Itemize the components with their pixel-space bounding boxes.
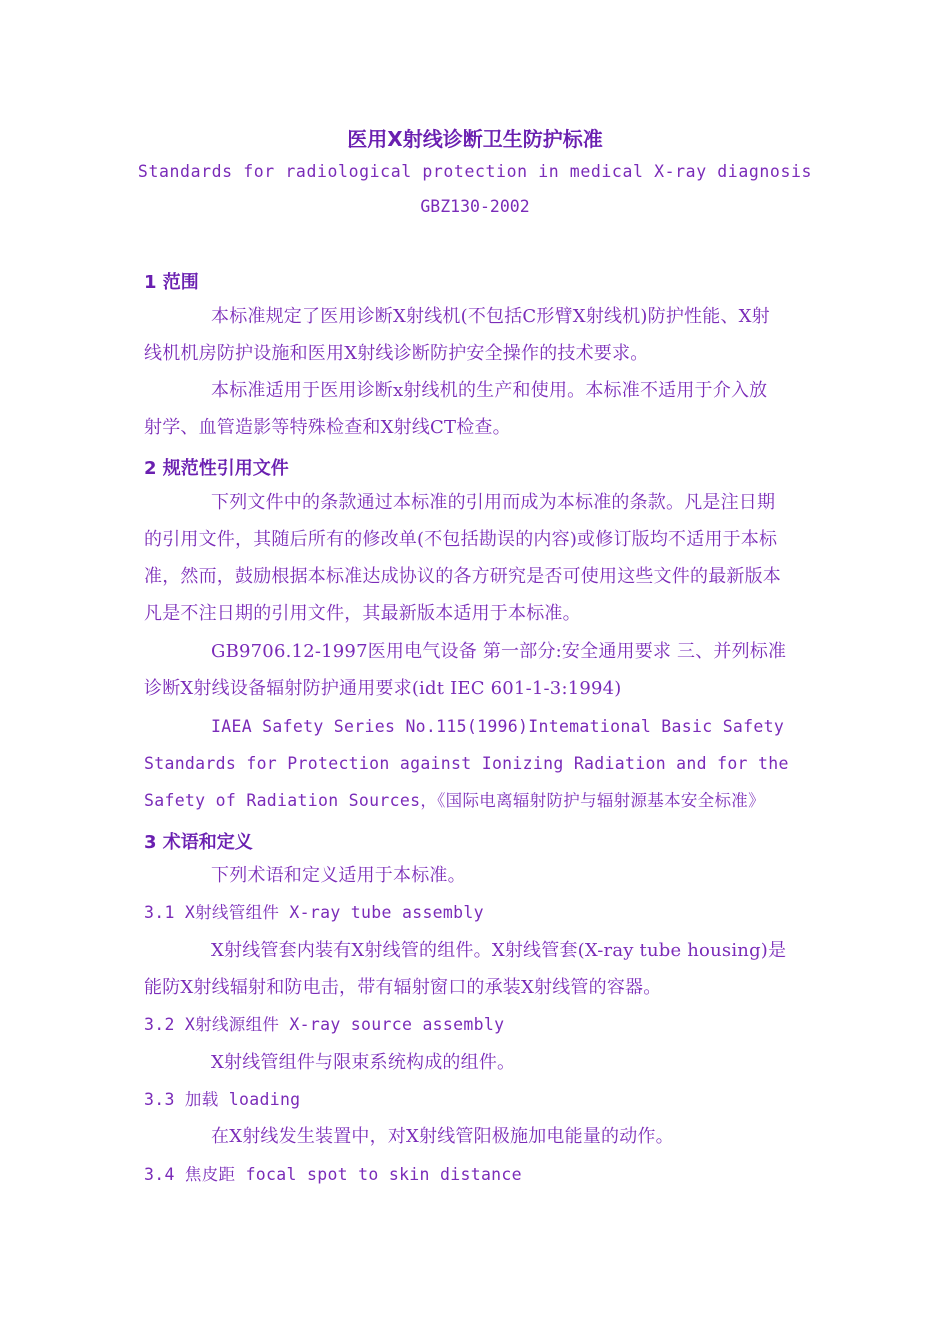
section-2-reference-2-line-3: Safety of Radiation Sources，《国际电离辐射防护与辐射源基本安全标准》 <box>144 791 765 810</box>
section-2-reference-2-line-2: Standards for Protection against Ionizing Radiation and for the <box>144 754 789 773</box>
term-3-1-title: 3.1 X射线管组件 X-ray tube assembly <box>144 903 484 922</box>
section-2-reference-1-line-1: GB9706.12-1997医用电气设备 第一部分:安全通用要求 三、并列标准 <box>211 641 787 662</box>
section-2-paragraph-1-line-1: 下列文件中的条款通过本标准的引用而成为本标准的条款。凡是注日期 <box>211 492 776 513</box>
section-1-paragraph-2-line-1: 本标准适用于医用诊断x射线机的生产和使用。本标准不适用于介入放 <box>211 380 768 401</box>
section-1-paragraph-1-line-2: 线机机房防护设施和医用X射线诊断防护安全操作的技术要求。 <box>144 343 649 364</box>
section-1-paragraph-2-line-2: 射学、血管造影等特殊检查和X射线CT检查。 <box>144 417 511 438</box>
section-2-paragraph-1-line-3: 准，然而，鼓励根据本标准达成协议的各方研究是否可使用这些文件的最新版本 <box>144 566 781 587</box>
standard-code: GBZ130-2002 <box>420 197 530 216</box>
term-3-3-title: 3.3 加载 loading <box>144 1090 301 1109</box>
section-3-intro: 下列术语和定义适用于本标准。 <box>211 865 466 886</box>
section-1-paragraph-1-line-1: 本标准规定了医用诊断X射线机(不包括C形臂X射线机)防护性能、X射 <box>211 306 770 327</box>
term-3-3-definition: 在X射线发生装置中，对X射线管阳极施加电能量的动作。 <box>211 1126 674 1147</box>
document-subtitle: Standards for radiological protection in medical X-ray diagnosis <box>137 162 813 181</box>
section-2-reference-2-line-1: IAEA Safety Series No.115(1996)Intemational Basic Safety <box>211 717 785 736</box>
section-2-paragraph-1-line-2: 的引用文件，其随后所有的修改单(不包括勘误的内容)或修订版均不适用于本标 <box>144 529 778 550</box>
section-1-heading: 1 范围 <box>144 272 199 293</box>
section-2-heading: 2 规范性引用文件 <box>144 458 289 479</box>
term-3-1-definition-line-1: X射线管套内装有X射线管的组件。X射线管套(X-ray tube housing)是 <box>211 940 787 961</box>
term-3-2-title: 3.2 X射线源组件 X-ray source assembly <box>144 1015 505 1034</box>
term-3-1-definition-line-2: 能防X射线辐射和防电击，带有辐射窗口的承装X射线管的容器。 <box>144 977 662 998</box>
term-3-4-title: 3.4 焦皮距 focal spot to skin distance <box>144 1165 522 1184</box>
section-2-paragraph-1-line-4: 凡是不注日期的引用文件，其最新版本适用于本标准。 <box>144 603 581 624</box>
term-3-2-definition: X射线管组件与限束系统构成的组件。 <box>211 1052 516 1073</box>
document-title: 医用X射线诊断卫生防护标准 <box>347 127 603 151</box>
section-2-reference-1-line-2: 诊断X射线设备辐射防护通用要求(idt IEC 601-1-3:1994) <box>144 678 622 699</box>
section-3-heading: 3 术语和定义 <box>144 832 253 853</box>
